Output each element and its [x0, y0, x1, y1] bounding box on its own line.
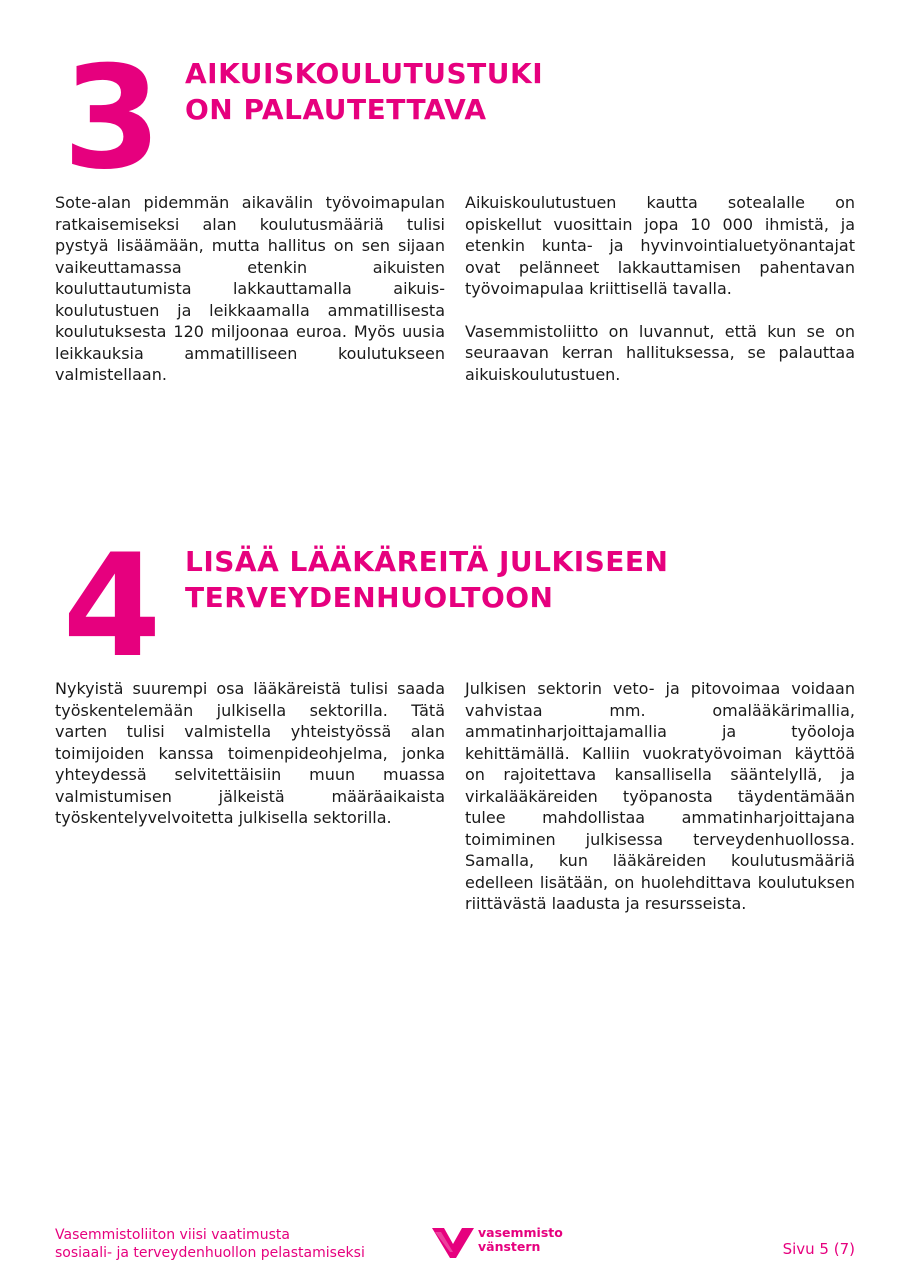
- text-columns: [55, 678, 855, 936]
- heading-line: TERVEYDENHUOLTOON: [185, 581, 554, 614]
- section-number: 3: [62, 36, 158, 201]
- paragraph: Aikuiskoulutustuen kautta sotealalle on opiskellut vuosittain jopa 10 000 ihmistä, ja etenkin kunta- ja hyvinvointialuetyönantajat ovat pelänneet lakkauttamisen pahentavan työvoimapulaa kriittisellä tavalla.: [465, 193, 855, 298]
- section-heading: [185, 56, 543, 128]
- page-number: Sivu 5 (7): [782, 1240, 855, 1258]
- left-column: [55, 678, 445, 936]
- footer-title-line: Vasemmistoliiton viisi vaatimusta: [55, 1227, 290, 1243]
- left-column: [55, 192, 445, 407]
- logo-line: vasemmisto: [478, 1225, 563, 1240]
- footer-title: [55, 1226, 365, 1262]
- text-columns: [55, 192, 855, 407]
- logo-line: vänstern: [478, 1239, 541, 1254]
- right-column: [465, 192, 855, 407]
- paragraph: Julkisen sektorin veto- ja pitovoimaa voidaan vahvistaa mm. omalääkärimallia, ammatinharjoittajamallia ja työoloja kehittämällä. Kalliin vuokratyövoiman käyttöä on rajoitettava kansallisella sääntelyllä, ja virkalääkäreiden työpanosta täydentämään tulee mahdollistaa ammatinharjoittajana toimiminen julkisessa terveydenhuollossa. Samalla, kun lääkäreiden koulutusmääriä edelleen lisätään, on huolehdittava koulutuksen riittävästä laadusta ja resursseista.: [465, 679, 855, 913]
- heading-line: LISÄÄ LÄÄKÄREITÄ JULKISEEN: [185, 545, 669, 578]
- heading-line: ON PALAUTETTAVA: [185, 93, 487, 126]
- section-heading: [185, 544, 668, 616]
- page-footer: [55, 1224, 855, 1264]
- logo-text: [478, 1226, 563, 1254]
- paragraph: Sote-alan pidemmän aikavälin työvoimapulan ratkaisemiseksi alan koulutusmääriä tulisi pystyä lisäämään, mutta hallitus on sen sijaan vaikeuttamassa etenkin aikuisten kouluttautumista lakkauttamalla aikuiskoulutustuen ja leikkaamalla ammatillisesta koulutuksesta 120 miljoonaa euroa. Myös uusia leikkauksia ammatilliseen koulutukseen valmistellaan.: [55, 193, 445, 384]
- section-number: 4: [62, 524, 158, 689]
- heading-line: AIKUISKOULUTUSTUKI: [185, 57, 544, 90]
- footer-title-line: sosiaali- ja terveydenhuollon pelastamiseksi: [55, 1245, 365, 1261]
- v-logo-icon: [432, 1226, 474, 1258]
- paragraph: Nykyistä suurempi osa lääkäreistä tulisi saada työskentelemään julkisella sektorilla. Tätä varten tulisi valmistella yhteistyössä alan toimijoiden kanssa toimenpideohjelma, jonka yhteydessä selvitettäisiin muun muassa valmistumisen jälkeistä määräaikaista työskentelyvelvoitetta julkisella sektorilla.: [55, 679, 445, 827]
- paragraph: Vasemmistoliitto on luvannut, että kun se on seuraavan kerran hallituksessa, se palauttaa aikuiskoulutustuen.: [465, 321, 855, 384]
- vasemmisto-logo: [432, 1226, 563, 1258]
- right-column: [465, 678, 855, 936]
